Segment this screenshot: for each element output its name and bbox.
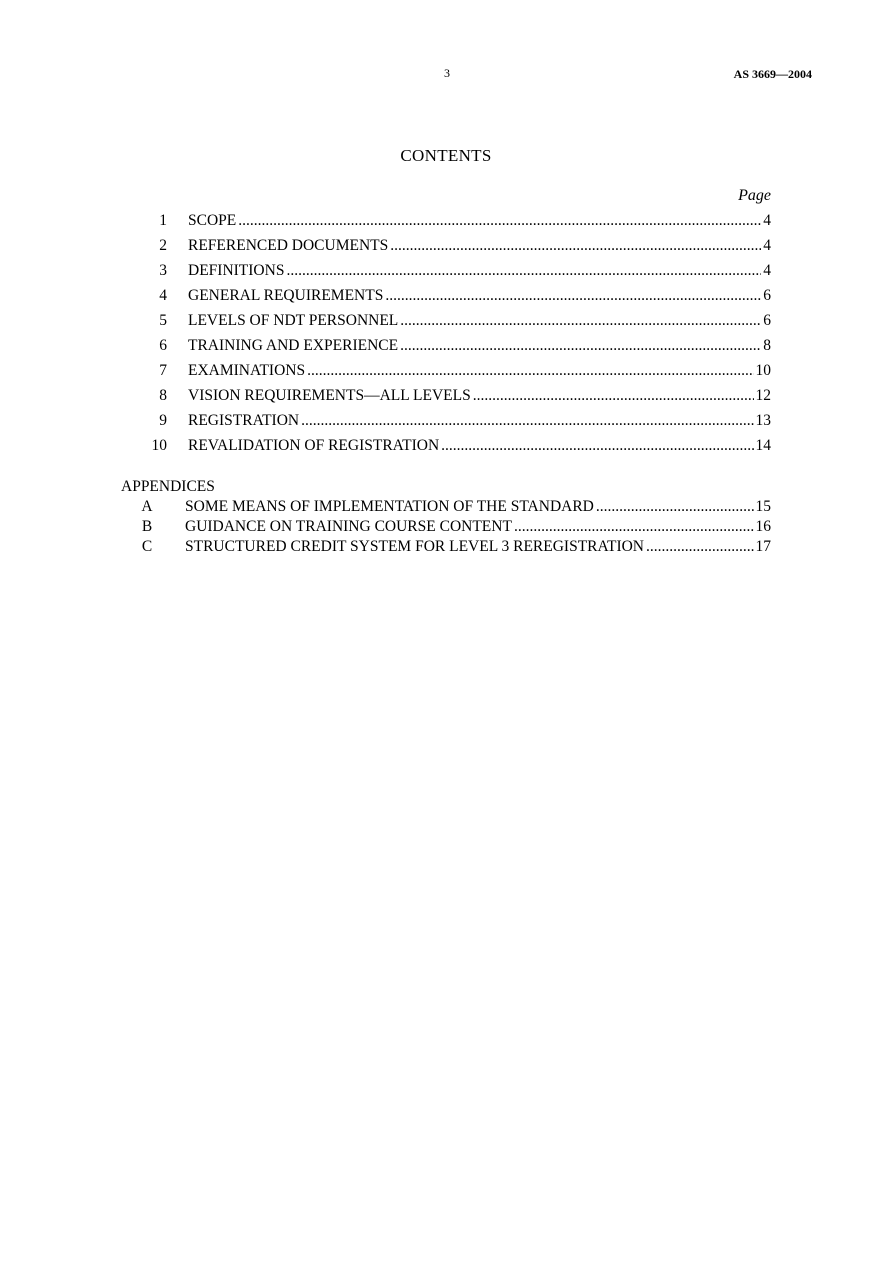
- dot-leader: [307, 362, 753, 380]
- table-of-contents: [140, 212, 771, 462]
- toc-entry-title: TRAINING AND EXPERIENCE: [188, 337, 399, 354]
- appendix-letter: A: [141, 498, 153, 515]
- toc-entry-revalidation-of-registration[interactable]: [140, 437, 771, 462]
- toc-entry-page: 10: [755, 362, 771, 379]
- dot-leader: [385, 287, 761, 305]
- dot-leader: [400, 337, 761, 355]
- toc-entry-title: REVALIDATION OF REGISTRATION: [188, 437, 440, 454]
- toc-entry-title: VISION REQUIREMENTS—ALL LEVELS: [188, 387, 471, 404]
- dot-leader: [514, 518, 754, 536]
- toc-entry-levels-of-ndt-personnel[interactable]: [140, 312, 771, 337]
- page-number: 3: [444, 66, 450, 80]
- dot-leader: [301, 412, 753, 430]
- dot-leader: [646, 538, 754, 556]
- toc-entry-number: 3: [159, 262, 167, 279]
- appendix-entry-c[interactable]: [140, 538, 771, 558]
- appendix-title: GUIDANCE ON TRAINING COURSE CONTENT: [185, 518, 512, 535]
- toc-entry-number: 5: [159, 312, 167, 329]
- toc-entry-page: 4: [763, 212, 771, 229]
- appendix-letter: B: [141, 518, 153, 535]
- toc-entry-page: 6: [763, 287, 771, 304]
- toc-entry-number: 4: [159, 287, 167, 304]
- toc-entry-referenced-documents[interactable]: [140, 237, 771, 262]
- page-column-label: Page: [738, 187, 771, 204]
- dot-leader: [238, 212, 761, 230]
- toc-entry-title: EXAMINATIONS: [188, 362, 306, 379]
- contents-title: CONTENTS: [400, 146, 492, 165]
- toc-entry-page: 4: [763, 237, 771, 254]
- appendix-page: 16: [755, 518, 771, 535]
- dot-leader: [390, 237, 761, 255]
- dot-leader: [473, 387, 754, 405]
- toc-entry-title: DEFINITIONS: [188, 262, 285, 279]
- appendix-title: STRUCTURED CREDIT SYSTEM FOR LEVEL 3 REREGISTRATION: [185, 538, 644, 555]
- toc-entry-number: 9: [159, 412, 167, 429]
- toc-entry-number: 2: [159, 237, 167, 254]
- toc-entry-title: REGISTRATION: [188, 412, 300, 429]
- appendix-page: 15: [755, 498, 771, 515]
- toc-entry-page: 14: [755, 437, 771, 454]
- appendix-entry-a[interactable]: [140, 498, 771, 518]
- toc-entry-page: 12: [755, 387, 771, 404]
- toc-entry-page: 8: [763, 337, 771, 354]
- toc-entry-general-requirements[interactable]: [140, 287, 771, 312]
- dot-leader: [400, 312, 761, 330]
- toc-entry-scope[interactable]: [140, 212, 771, 237]
- toc-entry-training-and-experience[interactable]: [140, 337, 771, 362]
- dot-leader: [286, 262, 761, 280]
- toc-entry-title: SCOPE: [188, 212, 237, 229]
- toc-entry-registration[interactable]: [140, 412, 771, 437]
- toc-entry-number: 1: [159, 212, 167, 229]
- appendix-entry-b[interactable]: [140, 518, 771, 538]
- dot-leader: [596, 498, 754, 516]
- toc-entry-number: 10: [151, 437, 167, 454]
- toc-entry-title: REFERENCED DOCUMENTS: [188, 237, 389, 254]
- toc-entry-title: LEVELS OF NDT PERSONNEL: [188, 312, 399, 329]
- toc-entry-title: GENERAL REQUIREMENTS: [188, 287, 384, 304]
- toc-entry-definitions[interactable]: [140, 262, 771, 287]
- toc-entry-number: 7: [159, 362, 167, 379]
- toc-entry-number: 8: [159, 387, 167, 404]
- dot-leader: [441, 437, 753, 455]
- toc-entry-page: 4: [763, 262, 771, 279]
- toc-entry-page: 13: [755, 412, 771, 429]
- appendix-page: 17: [755, 538, 771, 555]
- appendices-list: [140, 498, 771, 558]
- toc-entry-number: 6: [159, 337, 167, 354]
- appendix-letter: C: [141, 538, 153, 555]
- toc-entry-examinations[interactable]: [140, 362, 771, 387]
- toc-entry-vision-requirements[interactable]: [140, 387, 771, 412]
- appendices-heading: APPENDICES: [121, 478, 215, 495]
- appendix-title: SOME MEANS OF IMPLEMENTATION OF THE STANDARD: [185, 498, 594, 515]
- toc-entry-page: 6: [763, 312, 771, 329]
- document-id: AS 3669—2004: [733, 67, 812, 81]
